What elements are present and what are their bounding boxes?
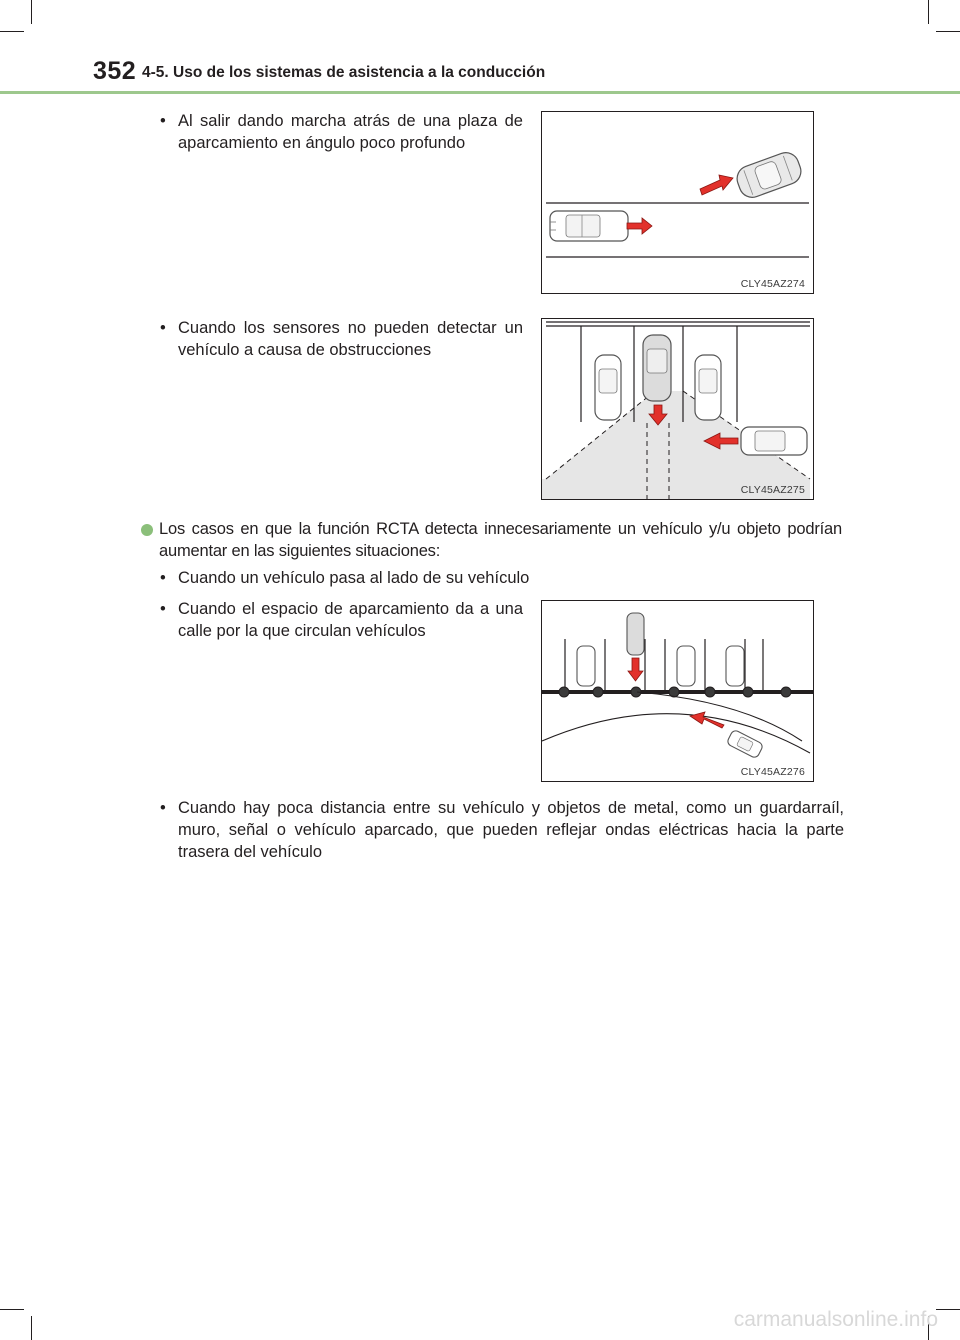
bullet-mark: • (160, 600, 166, 618)
bullet-text: Cuando los sensores no pueden detectar un vehículo a causa de obstrucciones (178, 319, 523, 359)
crop-mark (0, 31, 24, 32)
figure-street-parking (541, 600, 814, 782)
figure-code: CLY45AZ275 (740, 484, 805, 496)
footer-watermark: carmanualsonline.info (733, 1308, 938, 1331)
bullet-mark: • (160, 112, 166, 130)
bullet-mark: • (160, 569, 166, 587)
header-rule (0, 91, 960, 94)
crop-mark (31, 0, 32, 24)
bullet-mark: • (160, 319, 166, 337)
figure-reversing-angle (541, 111, 814, 294)
crop-mark (31, 1316, 32, 1340)
crop-mark (0, 1309, 24, 1310)
note-dot-icon (141, 524, 153, 536)
crop-mark (936, 31, 960, 32)
crop-mark (936, 1309, 960, 1310)
bullet-mark: • (160, 799, 166, 817)
crop-mark (928, 0, 929, 24)
page-number: 352 (93, 57, 137, 85)
figure-code: CLY45AZ276 (740, 766, 805, 778)
section-title: 4-5. Uso de los sistemas de asistencia a la conducción (142, 64, 546, 81)
bullet-text: Al salir dando marcha atrás de una plaza de aparcamiento en ángulo poco profundo (178, 112, 523, 152)
figure-obstruction (541, 318, 814, 500)
note-item-text: Cuando el espacio de aparcamiento da a una calle por la que circulan vehículos (178, 600, 523, 640)
note-item-text: Cuando hay poca distancia entre su vehículo y objetos de metal, como un guardarraíl, muro, señal o vehículo aparcado, que pueden reflejar ondas eléctricas hacia la parte trasera del vehículo (178, 799, 844, 861)
note-text: Los casos en que la función RCTA detecta innecesariamente un vehículo y/u objeto podrían aumentar en las siguientes situaciones: (159, 520, 842, 560)
note-item-text: Cuando un vehículo pasa al lado de su vehículo (178, 569, 530, 587)
figure-code: CLY45AZ274 (740, 278, 805, 290)
